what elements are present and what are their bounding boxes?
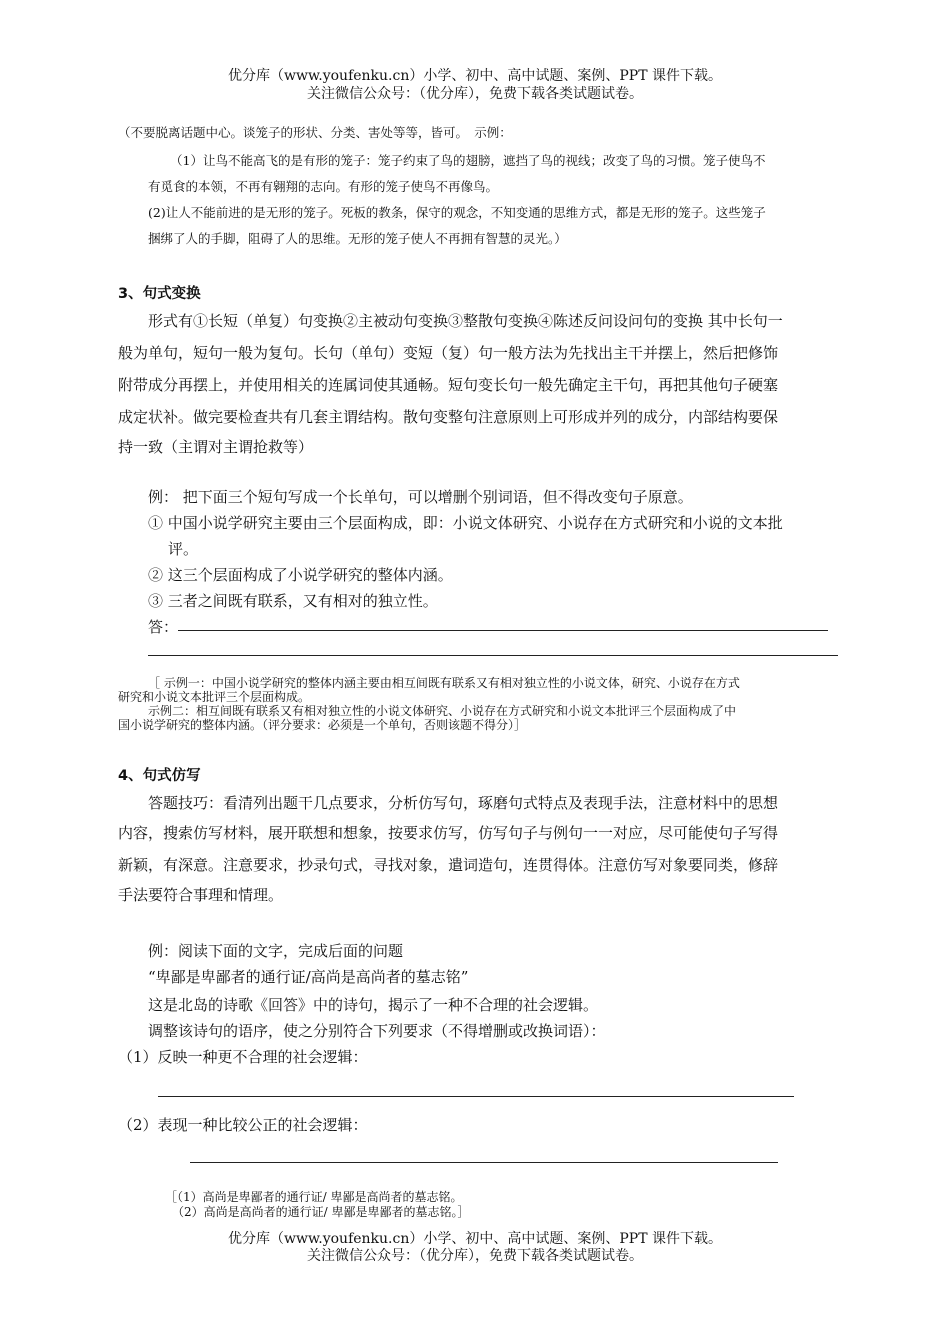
section3-item1-line1: ① 中国小说学研究主要由三个层面构成，即：小说文体研究、小说存在方式研究和小说的文本批 (148, 514, 783, 532)
section3-item1-line2: 评。 (168, 540, 199, 558)
page-header-line1: 优分库（www.youfenku.cn）小学、初中、高中试题、案例、PPT 课件下载。 (227, 68, 722, 84)
section4-desc: 这是北岛的诗歌《回答》中的诗句，揭示了一种不合理的社会逻辑。 (148, 996, 599, 1014)
section3-line1: 形式有①长短（单复）句变换②主被动句变换③整散句变换④陈述反问设问句的变换 其中长句一 (148, 312, 783, 330)
page-header-line2: 关注微信公众号：（优分库），免费下载各类试题试卷。 (307, 86, 643, 102)
section4-title: 4、句式仿写 (118, 768, 201, 784)
section4-q1: （1）反映一种更不合理的社会逻辑： (118, 1048, 368, 1066)
section4-line3: 新颖，有深意。注意要求，抄录句式，寻找对象，遣词造句，连贯得体。注意仿写对象要同类，修辞 (118, 856, 779, 874)
intro-p2-line2: 捆绑了人的手脚，阻碍了人的思维。无形的笼子使人不再拥有智慧的灵光。） (148, 231, 567, 246)
section3-line3: 附带成分再摆上，并使用相关的连属词使其通畅。短句变长句一般先确定主干句，再把其他句子硬塞 (118, 376, 779, 394)
intro-p1-line1: （1）让鸟不能高飞的是有形的笼子：笼子约束了鸟的翅膀，遮挡了鸟的视线；改变了鸟的习惯。笼子使鸟不 (170, 153, 766, 168)
answer-line-2[interactable] (148, 655, 838, 656)
section3-line4: 成定状补。做完要检查共有几套主谓结构。散句变整句注意原则上可形成并列的成分，内部结构要保 (118, 408, 779, 426)
section4-ans1: ［（1）高尚是卑鄙者的通行证/ 卑鄙是高尚者的墓志铭。 (165, 1190, 463, 1204)
section3-answer-label: 答： (148, 618, 179, 636)
section3-example-intro: 例： 把下面三个短句写成一个长单句，可以增删个别词语，但不得改变句子原意。 (148, 488, 693, 506)
section3-title: 3、句式变换 (118, 286, 201, 302)
section4-line4: 手法要符合事理和情理。 (118, 886, 284, 904)
section4-example-intro: 例：阅读下面的文字，完成后面的问题 (148, 942, 404, 960)
section3-ans2-line1: 示例二：相互间既有联系又有相对独立性的小说文体研究、小说存在方式研究和小说文本批评三个层面构成了中 (148, 704, 737, 718)
intro-p1-line2: 有觅食的本领，不再有翱翔的志向。有形的笼子使鸟不再像鸟。 (148, 179, 499, 194)
section3-ans1-line2: 研究和小说文本批评三个层面构成。 (118, 690, 311, 704)
section3-line5: 持一致（主谓对主谓抢救等） (118, 438, 314, 456)
section4-quote: “卑鄙是卑鄙者的通行证/高尚是高尚者的墓志铭” (148, 968, 469, 986)
section4-task: 调整该诗句的语序，使之分别符合下列要求（不得增删或改换词语）： (148, 1022, 606, 1040)
answer-line-1[interactable] (178, 630, 828, 631)
section3-ans2-line2: 国小说学研究的整体内涵。（评分要求：必须是一个单句，否则该题不得分）］ (118, 718, 527, 732)
intro-p2-line1: (2)让人不能前进的是无形的笼子。死板的教条，保守的观念，不知变通的思维方式，都是无形的笼子。这些笼子 (148, 205, 766, 220)
intro-note: （不要脱离话题中心。谈笼子的形状、分类、害处等等，皆可。 示例： (118, 125, 512, 140)
page-footer-line1: 优分库（www.youfenku.cn）小学、初中、高中试题、案例、PPT 课件下载。 (227, 1231, 722, 1247)
section4-line2: 内容，搜索仿写材料，展开联想和想象，按要求仿写，仿写句子与例句一一对应，尽可能使句子写得 (118, 824, 779, 842)
section3-item3: ③ 三者之间既有联系，又有相对的独立性。 (148, 592, 438, 610)
section4-line1: 答题技巧：看清列出题干几点要求，分析仿写句，琢磨句式特点及表现手法，注意材料中的思想 (148, 794, 779, 812)
page-footer-line2: 关注微信公众号：（优分库），免费下载各类试题试卷。 (307, 1248, 643, 1264)
section3-item2: ② 这三个层面构成了小说学研究的整体内涵。 (148, 566, 453, 584)
q2-answer-line[interactable] (190, 1162, 778, 1163)
section3-line2: 般为单句，短句一般为复句。长句（单句）变短（复）句一般方法为先找出主干并摆上，然后把修饰 (118, 344, 779, 362)
section4-ans2: （2）高尚是高尚者的通行证/ 卑鄙是卑鄙者的墓志铭。］ (172, 1205, 470, 1219)
q1-answer-line[interactable] (158, 1096, 794, 1097)
section3-ans1-line1: ［ 示例一：中国小说学研究的整体内涵主要由相互间既有联系又有相对独立性的小说文体，研究、小说存在方式 (148, 676, 740, 690)
section4-q2: （2）表现一种比较公正的社会逻辑： (118, 1116, 368, 1134)
